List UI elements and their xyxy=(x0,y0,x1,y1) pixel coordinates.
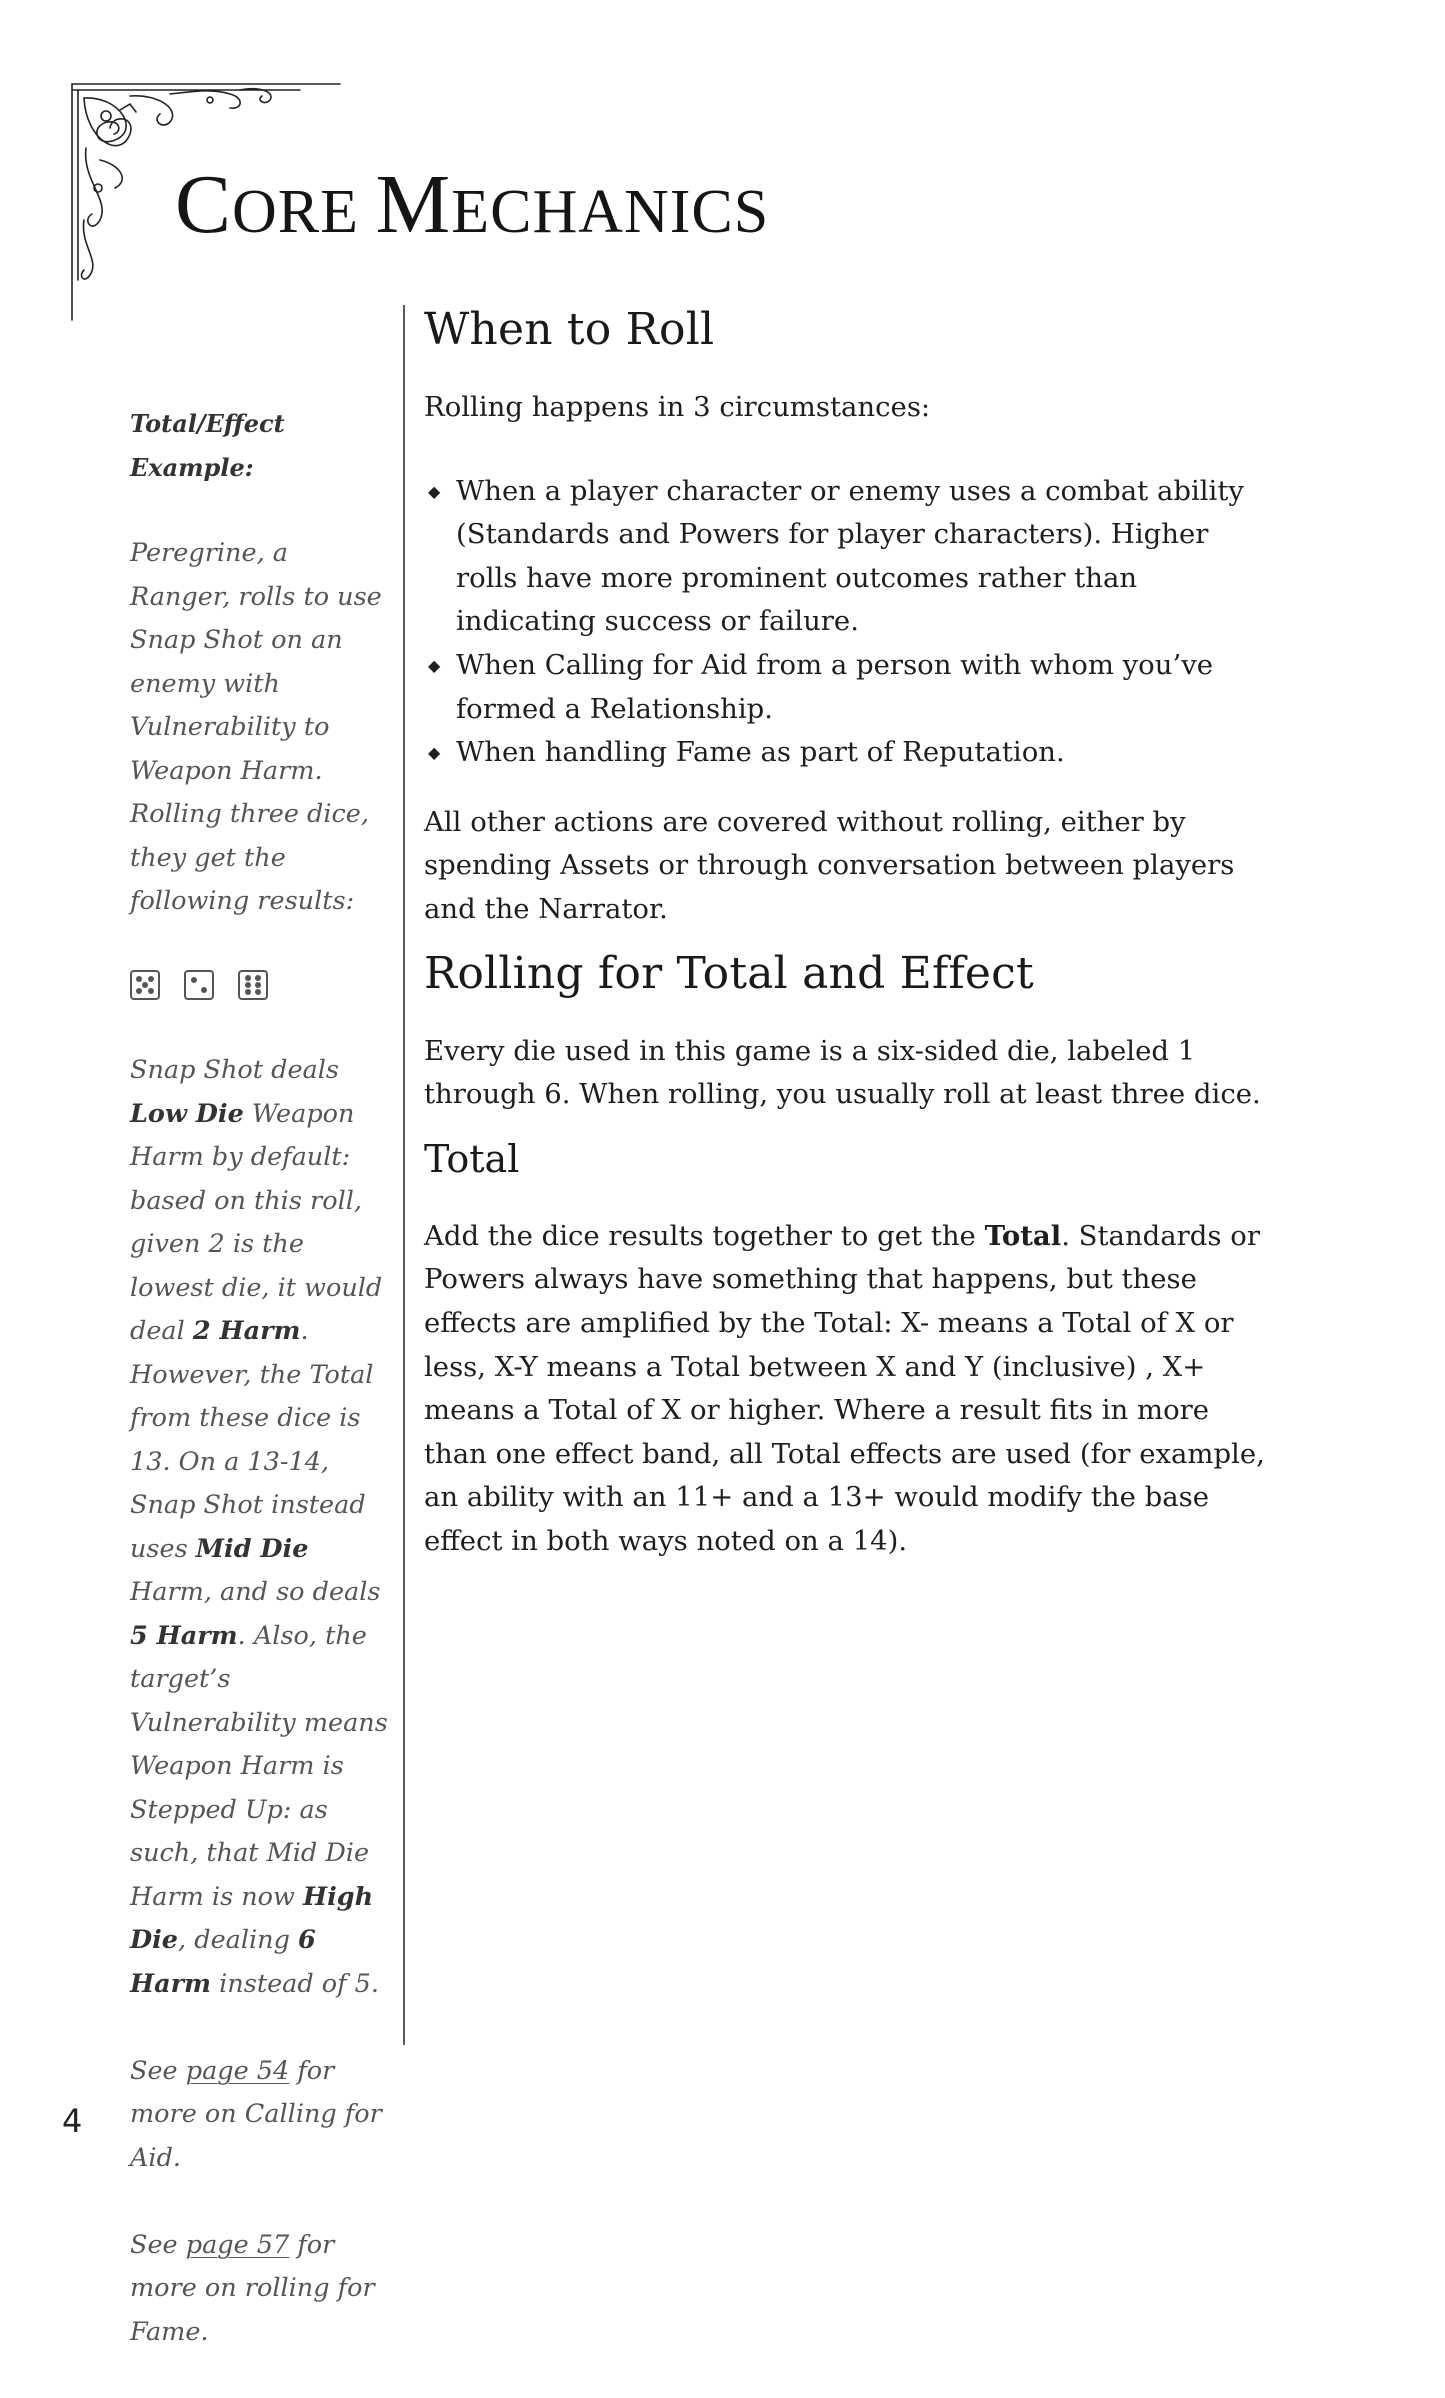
page-link[interactable]: page 57 xyxy=(185,2229,290,2260)
page-title: CORE MECHANICS xyxy=(175,158,770,251)
column-divider xyxy=(403,305,405,2045)
die-face-icon xyxy=(184,970,214,1000)
die-pip xyxy=(245,982,251,988)
list-item: ◆ When a player character or enemy uses a combat ability (Standards and Powers for player characters). Higher rolls have more prominent outcomes rather than indicating success or failure. xyxy=(424,470,1274,644)
die-pip xyxy=(148,976,154,982)
example-text: Weapon Harm by default: based on this roll, given 2 is the lowest die, it would deal xyxy=(130,1098,383,1346)
die-pip xyxy=(191,977,197,983)
section-heading-when-to-roll: When to Roll xyxy=(424,304,715,355)
die-pip xyxy=(201,987,207,993)
example-text: Harm, and so deals xyxy=(130,1577,381,1607)
main-column xyxy=(424,300,1274,1563)
list-item: ◆ When Calling for Aid from a person with whom you’ve formed a Relationship. xyxy=(424,644,1274,731)
total-text: Add the dice results together to get the Total. Standards or Powers always have something that happens, but these effects are amplified by the Total: X- means a Total of X or less, X-Y means a Total between X and Y (inclusive) , X+ means a Total of X or higher. Where a result fits in more than one effect band, all Total effects are used (for example, an ability with an 11+ and a 13+ would modify the base effect in both ways noted on a 14). xyxy=(424,1219,1265,1557)
diamond-bullet-icon: ◆ xyxy=(428,481,441,501)
die-pip xyxy=(255,989,261,995)
emphasis-term: 6 Harm xyxy=(130,1925,316,1999)
diamond-bullet-icon: ◆ xyxy=(428,743,441,763)
die-pip xyxy=(148,988,154,994)
emphasis-term: 5 Harm xyxy=(130,1620,238,1651)
example-text: , dealing xyxy=(178,1925,299,1955)
emphasis-term: High Die xyxy=(130,1881,374,1955)
when-intro: Rolling happens in 3 circumstances: xyxy=(424,391,931,423)
sidebar-intro: Peregrine, a Ranger, rolls to use Snap Shot on an enemy with Vulnerability to Weapon Harm. Rolling three dice, they get the following results: xyxy=(130,538,382,916)
emphasis-term: 2 Harm xyxy=(192,1316,301,1346)
die-pip xyxy=(245,975,251,981)
roll-circumstances-list xyxy=(424,470,1274,775)
sidebar-heading: Total/Effect Example: xyxy=(130,409,285,482)
example-text: instead of 5. xyxy=(211,1968,380,1999)
die-pip xyxy=(255,975,261,981)
die-pip xyxy=(136,976,142,982)
die-pip xyxy=(136,988,142,994)
page-number: 4 xyxy=(62,2102,83,2140)
sidebar-example-text xyxy=(130,1049,392,2006)
emphasis-term: Mid Die xyxy=(195,1533,309,1564)
page-link[interactable]: page 54 xyxy=(185,2055,290,2086)
when-outro: All other actions are covered without rolling, either by spending Assets or through conversation between players and the Narrator. xyxy=(424,805,1235,925)
die-face-icon xyxy=(130,970,160,1000)
dice-results xyxy=(130,967,392,1003)
diamond-bullet-icon: ◆ xyxy=(428,655,441,675)
emphasis-term: Low Die xyxy=(130,1098,244,1129)
die-pip xyxy=(142,982,148,988)
sidebar-reference: See page 54 for more on Calling for Aid. xyxy=(130,2055,382,2173)
die-pip xyxy=(255,982,261,988)
list-item: ◆ When handling Fame as part of Reputation. xyxy=(424,731,1274,775)
example-sidebar xyxy=(130,402,392,2398)
example-text: . However, the Total from these dice is 13. On a 13-14, Snap Shot instead uses xyxy=(130,1316,374,1564)
sidebar-reference: See page 57 for more on rolling for Fame. xyxy=(130,2229,375,2347)
example-text: . Also, the target’s Vulnerability means Weapon Harm is Stepped Up: as such, that Mid Die Harm is now xyxy=(130,1620,388,1912)
subheading-total: Total xyxy=(424,1136,520,1181)
example-text: Snap Shot deals xyxy=(130,1055,339,1085)
total-term: Total xyxy=(984,1219,1062,1252)
section-heading-rolling: Rolling for Total and Effect xyxy=(424,947,1034,999)
die-pip xyxy=(245,989,251,995)
rolling-text: Every die used in this game is a six-sided die, labeled 1 through 6. When rolling, you usually roll at least three dice. xyxy=(424,1034,1261,1111)
die-face-icon xyxy=(238,970,268,1000)
